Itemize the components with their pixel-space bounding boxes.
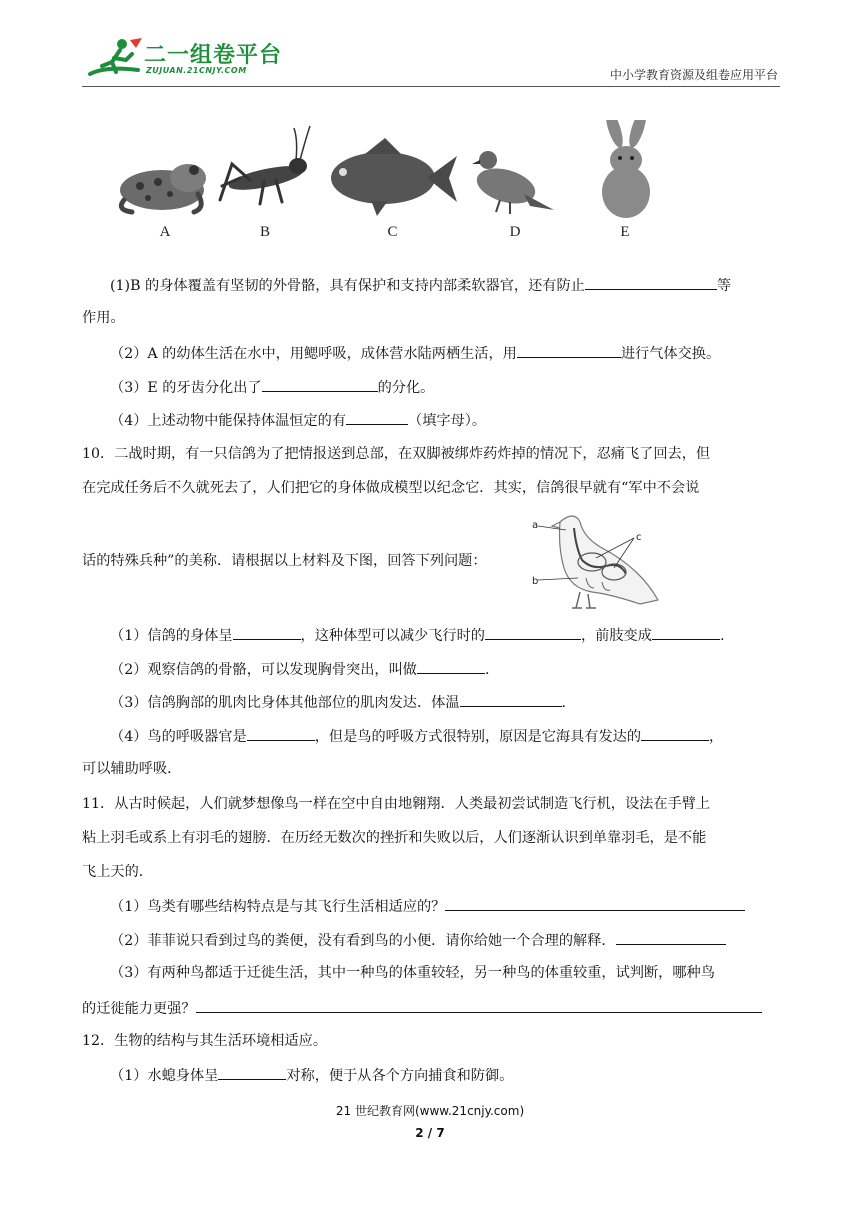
rabbit-icon [570, 120, 680, 220]
q11-part3-line2: 的迁徙能力更强？ [82, 997, 782, 1019]
figure-label-a: a [532, 520, 539, 531]
animal-figure-row [110, 120, 670, 246]
q11-stem-line2: 粘上羽毛或系上有羽毛的翅膀．在历经无数次的挫折和失败以后，人们逐渐认识到单靠羽毛，是不能 [82, 830, 707, 846]
runner-logo-icon [86, 36, 146, 80]
q9-part1-line1: (1)B 的身体覆盖有坚韧的外骨骼，具有保护和支持内部柔软器官，还有防止 等 [82, 274, 810, 296]
q9-part2: （2）A 的幼体生活在水中，用鳃呼吸，成体营水陆两栖生活，用 进行气体交换。 [82, 342, 810, 364]
answer-blank[interactable] [616, 929, 726, 945]
q11-part2: （2）菲菲说只看到过鸟的粪便，没有看到鸟的小便．请你给她一个合理的解释． [82, 929, 810, 951]
animal-label: E [620, 224, 630, 240]
answer-blank[interactable] [417, 658, 485, 674]
q10-stem-line2: 在完成任务后不久就死去了，人们把它的身体做成模型以纪念它．其实，信鸽很早就有“军中不会说 [82, 480, 700, 496]
answer-blank[interactable] [233, 624, 301, 640]
footer-site: 21 世纪教育网(www.21cnjy.com) [335, 1104, 525, 1118]
frog-icon [110, 120, 220, 220]
animal-c [325, 120, 460, 246]
q11-stem-line3: 飞上天的． [82, 864, 153, 880]
answer-blank[interactable] [460, 691, 562, 707]
animal-d [460, 120, 570, 246]
page-number: 2 / 7 [415, 1126, 445, 1140]
q10-part4-line2: 可以辅助呼吸． [82, 761, 182, 777]
answer-blank[interactable] [262, 376, 378, 392]
animal-label: A [159, 224, 171, 240]
animal-label: B [259, 224, 270, 240]
q10-stem-line1: 10．二战时期，有一只信鸽为了把情报送到总部，在双脚被绑炸药炸掉的情况下，忍痛飞了回去，但 [82, 446, 711, 462]
q9-part3: （3）E 的牙齿分化出了 的分化。 [82, 376, 810, 398]
answer-blank[interactable] [247, 725, 315, 741]
answer-blank[interactable] [585, 274, 717, 290]
answer-blank[interactable] [517, 342, 621, 358]
animal-b [210, 120, 320, 246]
q12-stem: 12．生物的结构与其生活环境相适应。 [82, 1033, 328, 1049]
logo-title: 二一组卷平台 [144, 43, 283, 68]
answer-blank[interactable] [445, 895, 745, 911]
answer-blank[interactable] [218, 1064, 286, 1080]
figure-label-b: b [532, 576, 539, 587]
animal-a [110, 120, 220, 246]
q10-part1: （1）信鸽的身体呈 ，这种体型可以减少飞行时的 ，前肢变成 . [82, 624, 810, 646]
q12-part1: （1）水螅身体呈 对称，便于从各个方向捕食和防御。 [82, 1064, 810, 1086]
answer-blank[interactable] [346, 409, 408, 425]
header-tagline: 中小学教育资源及组卷应用平台 [609, 68, 778, 82]
pigeon-icon [460, 120, 570, 220]
animal-label: C [387, 224, 398, 240]
q10-stem-line3: 话的特殊兵种”的美称．请根据以上材料及下图，回答下列问题： [82, 553, 487, 569]
q10-part3: （3）信鸽胸部的肌肉比身体其他部位的肌肉发达．体温 . [82, 691, 810, 713]
fish-icon [325, 120, 460, 220]
q10-part4-line1: （4）鸟的呼吸器官是 ，但是鸟的呼吸方式很特别，原因是它海具有发达的 ， [82, 725, 810, 747]
animal-e [570, 120, 680, 246]
page-header [82, 30, 780, 87]
answer-blank[interactable] [485, 624, 581, 640]
q11-part3-line1: （3）有两种鸟都适于迁徙生活，其中一种鸟的体重较轻，另一种鸟的体重较重，试判断，哪种鸟 [110, 965, 715, 981]
animal-label: D [509, 224, 521, 240]
logo-subtitle: ZUJUAN.21CNJY.COM [146, 66, 247, 75]
q11-stem-line1: 11．从古时候起，人们就梦想像鸟一样在空中自由地翱翔．人类最初尝试制造飞行机，设法在手臂上 [82, 796, 711, 812]
pigeon-anatomy-diagram [530, 508, 664, 612]
q11-part1: （1）鸟类有哪些结构特点是与其飞行生活相适应的？ [82, 895, 810, 917]
q10-part2: （2）观察信鸽的骨骼，可以发现胸骨突出，叫做 . [82, 658, 810, 680]
answer-blank[interactable] [196, 997, 762, 1013]
q9-part4: （4）上述动物中能保持体温恒定的有 （填字母）。 [82, 409, 810, 431]
q9-part1-line2: 作用。 [82, 310, 125, 326]
answer-blank[interactable] [652, 624, 720, 640]
answer-blank[interactable] [641, 725, 709, 741]
figure-label-c: c [636, 532, 642, 543]
grasshopper-icon [210, 120, 320, 220]
